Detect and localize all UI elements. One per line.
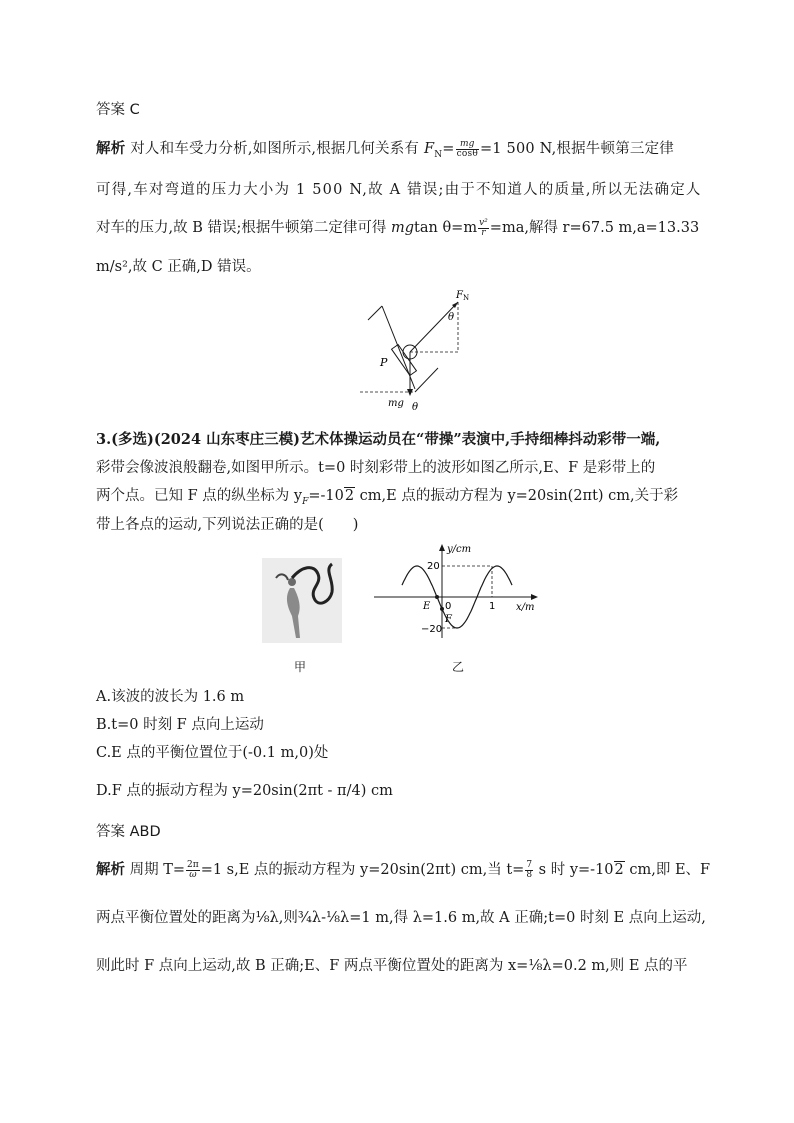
sqrt-2-answer: 2 bbox=[614, 862, 624, 878]
q3-answer-label: 答案 bbox=[96, 824, 125, 840]
option-b: B.t=0 时刻 F 点向上运动 bbox=[96, 717, 264, 733]
q3-stem-line-2: 彩带会像波浪般翻卷,如图甲所示。t=0 时刻彩带上的波形如图乙所示,E、F 是彩带上的 bbox=[96, 460, 656, 476]
q2-answer-value: C bbox=[129, 102, 140, 118]
q3-analysis-line-1: 解析 周期 T= $\frac{2\pi}{\omega}$ =1 s,E 点的振动方程为 y=20sin(2πt) cm,当 t= $\frac{7}{8}$ s 时 y=-102 cm,即 E、F bbox=[96, 859, 711, 880]
point-e bbox=[435, 595, 439, 599]
q2-answer-line bbox=[96, 100, 140, 120]
theta-label-bottom: θ bbox=[412, 402, 419, 413]
caption-yi: 乙 bbox=[452, 660, 465, 674]
fraction-7-8: $\frac{7}{8}$ bbox=[526, 859, 533, 880]
q3-analysis-line-3: 则此时 F 点向上运动,故 B 正确;E、F 两点平衡位置处的距离为 x=⅛λ=0.2 m,则 E 点的平 bbox=[96, 958, 688, 974]
q3-analysis-label: 解析 bbox=[96, 862, 125, 878]
point-f bbox=[440, 607, 444, 611]
origin-label: 0 bbox=[445, 601, 452, 612]
option-c: C.E 点的平衡位置位于(-0.1 m,0)处 bbox=[96, 745, 329, 761]
option-d: D.F 点的振动方程为 y=20sin(2πt - π/4) cm bbox=[96, 783, 393, 799]
fn-label: $F_N$ bbox=[456, 290, 470, 302]
track-line bbox=[368, 306, 382, 320]
q2-fraction-mg-cos: $\frac{mg}{\cos\theta}$ bbox=[456, 138, 478, 159]
q3-stem-line-1: 3.(多选)(2024 山东枣庄三模)艺术体操运动员在“带操”表演中,手持细棒抖动彩带一端, bbox=[96, 431, 661, 448]
q2-analysis-text-1a: 对人和车受力分析,如图所示,根据几何关系有 bbox=[130, 141, 420, 157]
x-tick-1: 1 bbox=[489, 601, 496, 612]
label-e: E bbox=[423, 601, 431, 612]
force-diagram bbox=[360, 284, 500, 414]
q2-fraction-v2-r: $\frac{\text{v²}}{r}$ bbox=[479, 217, 488, 238]
y-tick-20: 20 bbox=[427, 561, 440, 572]
sqrt-2: 2 bbox=[344, 488, 355, 504]
mg-label: mg bbox=[388, 398, 404, 409]
y-axis-arrow bbox=[439, 544, 445, 551]
label-f: F bbox=[445, 614, 452, 625]
normal-force-arrow bbox=[410, 302, 458, 352]
wave-graph bbox=[372, 540, 542, 640]
q3-stem-line-4: 带上各点的运动,下列说法正确的是( ) bbox=[96, 517, 359, 533]
y-axis-label: y/cm bbox=[447, 544, 472, 555]
option-a: A.该波的波长为 1.6 m bbox=[96, 689, 245, 705]
q2-analysis-line-3: 对车的压力,故 B 错误;根据牛顿第二定律可得 mgtan θ=m $\frac{\text{v²}}{r}$ =ma,解得 r=67.5 m,a=13.33 bbox=[96, 217, 700, 238]
gravity-arrowhead bbox=[407, 389, 413, 396]
y-tick-minus-20: −20 bbox=[421, 624, 443, 635]
track-outer-line bbox=[415, 368, 438, 392]
q2-analysis-text-1b: =1 500 N,根据牛顿第三定律 bbox=[479, 141, 674, 157]
x-axis-arrow bbox=[531, 594, 538, 600]
x-axis-label: x/m bbox=[516, 602, 535, 613]
p-label: P bbox=[380, 356, 388, 369]
fraction-2pi-omega: $\frac{2\pi}{\omega}$ bbox=[187, 859, 199, 880]
q3-answer-line bbox=[96, 822, 161, 842]
q3-answer-value: ABD bbox=[129, 824, 161, 840]
q3-stem-line-3: 两个点。已知 F 点的纵坐标为 $y_F=-102$ cm,E 点的振动方程为 y=20sin(2πt) cm,关于彩 bbox=[96, 488, 679, 507]
q2-analysis-label: 解析 bbox=[96, 141, 126, 157]
q2-analysis-text-3a: 对车的压力,故 B 错误;根据牛顿第二定律可得 bbox=[96, 220, 387, 236]
q2-analysis-text-3b: =ma,解得 r=67.5 m,a=13.33 bbox=[489, 220, 700, 236]
theta-label-top: θ bbox=[448, 312, 455, 323]
q3-analysis-line-2: 两点平衡位置处的距离为⅛λ,则¾λ-⅛λ=1 m,得 λ=1.6 m,故 A 正确;t=0 时刻 E 点向上运动, bbox=[96, 910, 706, 926]
q2-analysis-line-2: 可得,车对弯道的压力大小为 1 500 N,故 A 错误;由于不知道人的质量,所以无法确定人 bbox=[96, 182, 702, 198]
gymnast-head bbox=[288, 578, 296, 586]
gymnast-photo bbox=[262, 558, 342, 643]
q2-analysis-line-1: 解析 对人和车受力分析,如图所示,根据几何关系有 $F_N=$ $\frac{mg}{\cos\theta}$ =1 500 N,根据牛顿第三定律 bbox=[96, 138, 674, 160]
q2-answer-label: 答案 bbox=[96, 102, 125, 118]
q2-analysis-line-4: m/s²,故 C 正确,D 错误。 bbox=[96, 259, 261, 275]
caption-jia: 甲 bbox=[294, 660, 307, 674]
